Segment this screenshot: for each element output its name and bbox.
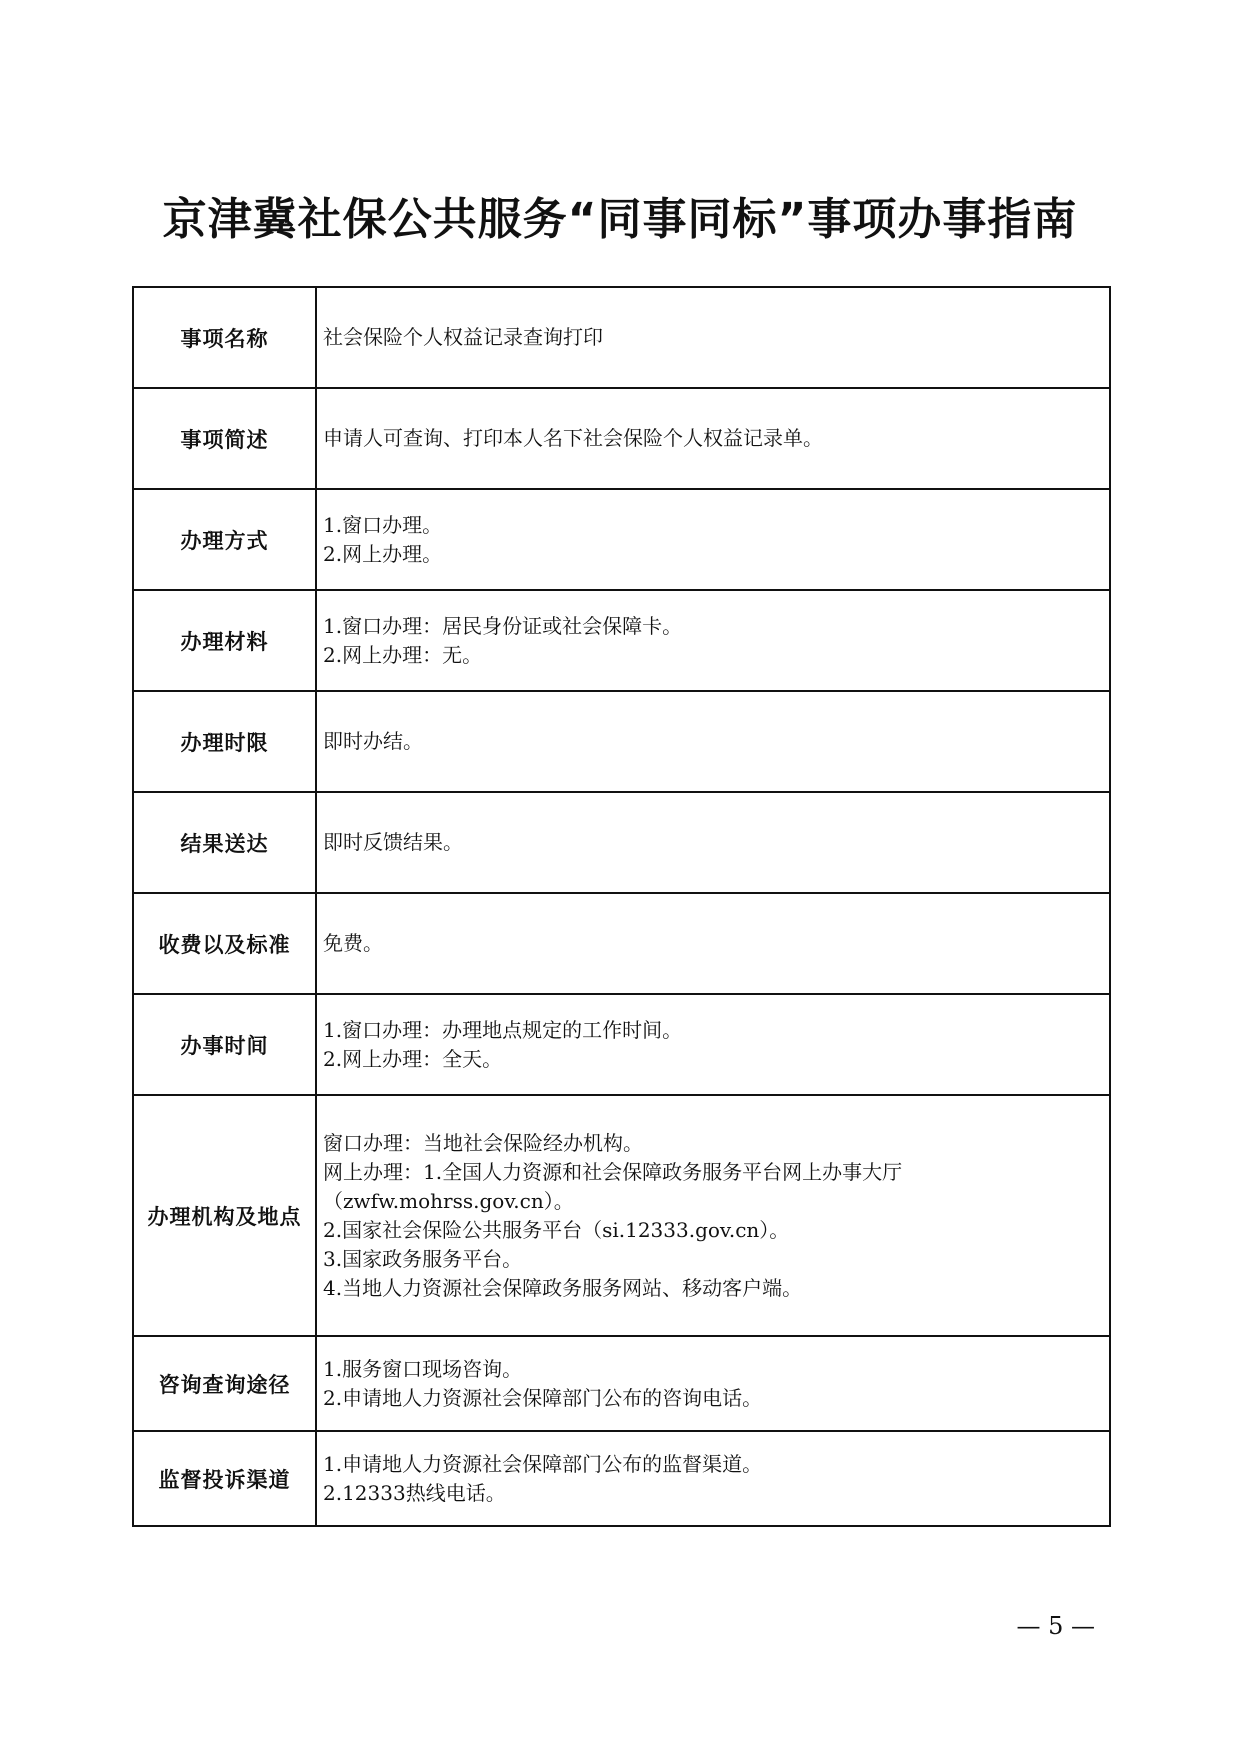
table-row-item-name [133,287,1110,388]
table-row-fees [133,893,1110,994]
row-label: 办理方式 [133,489,316,590]
value-line: 2.网上办理。 [323,541,443,566]
table-row-materials [133,590,1110,691]
value-line: 2.国家社会保险公共服务平台（si.12333.gov.cn）。 [323,1217,790,1242]
row-value [316,994,1110,1095]
row-label: 事项简述 [133,388,316,489]
value-line: 即时反馈结果。 [323,830,463,854]
row-value [316,893,1110,994]
row-label: 办理机构及地点 [133,1095,316,1336]
row-value [316,1095,1110,1336]
value-line: 4.当地人力资源社会保障政务服务网站、移动客户端。 [323,1275,803,1300]
value-line: 1.窗口办理：居民身份证或社会保障卡。 [323,613,683,638]
value-line: 2.申请地人力资源社会保障部门公布的咨询电话。 [323,1385,763,1410]
row-label: 办理材料 [133,590,316,691]
value-line: 2.网上办理：无。 [323,642,483,667]
row-label: 咨询查询途径 [133,1336,316,1431]
value-line: 2.12333热线电话。 [323,1480,506,1505]
row-value [316,1431,1110,1526]
table-row-inquiry [133,1336,1110,1431]
page-title: 京津冀社保公共服务“同事同标”事项办事指南 [162,194,1078,245]
row-value [316,489,1110,590]
value-line: 1.服务窗口现场咨询。 [323,1356,523,1381]
table-row-complaints [133,1431,1110,1526]
service-guide-table [132,286,1111,1527]
value-line: 窗口办理：当地社会保险经办机构。 [323,1130,643,1155]
value-line: 2.网上办理：全天。 [323,1046,503,1071]
row-value [316,388,1110,489]
row-label: 办事时间 [133,994,316,1095]
row-value [316,691,1110,792]
value-line: 社会保险个人权益记录查询打印 [323,325,603,349]
table-row-summary [133,388,1110,489]
row-label: 结果送达 [133,792,316,893]
value-line: 申请人可查询、打印本人名下社会保险个人权益记录单。 [323,426,823,450]
table-row-agency-location [133,1095,1110,1336]
table-row-office-hours [133,994,1110,1095]
table-row-result-delivery [133,792,1110,893]
row-value [316,590,1110,691]
row-value [316,792,1110,893]
value-line: 免费。 [323,931,383,955]
row-label: 监督投诉渠道 [133,1431,316,1526]
row-label: 办理时限 [133,691,316,792]
value-line: 1.窗口办理。 [323,512,443,537]
table-row-method [133,489,1110,590]
row-value [316,287,1110,388]
value-line: 1.申请地人力资源社会保障部门公布的监督渠道。 [323,1451,763,1476]
row-label: 收费以及标准 [133,893,316,994]
row-label: 事项名称 [133,287,316,388]
value-line: 即时办结。 [323,729,423,753]
value-line: 网上办理：1.全国人力资源和社会保障政务服务平台网上办事大厅（zwfw.mohrss.gov.cn）。 [323,1159,903,1213]
row-value [316,1336,1110,1431]
page-number: — 5 — [1016,1612,1095,1640]
table-row-time-limit [133,691,1110,792]
value-line: 1.窗口办理：办理地点规定的工作时间。 [323,1017,683,1042]
value-line: 3.国家政务服务平台。 [323,1246,523,1271]
